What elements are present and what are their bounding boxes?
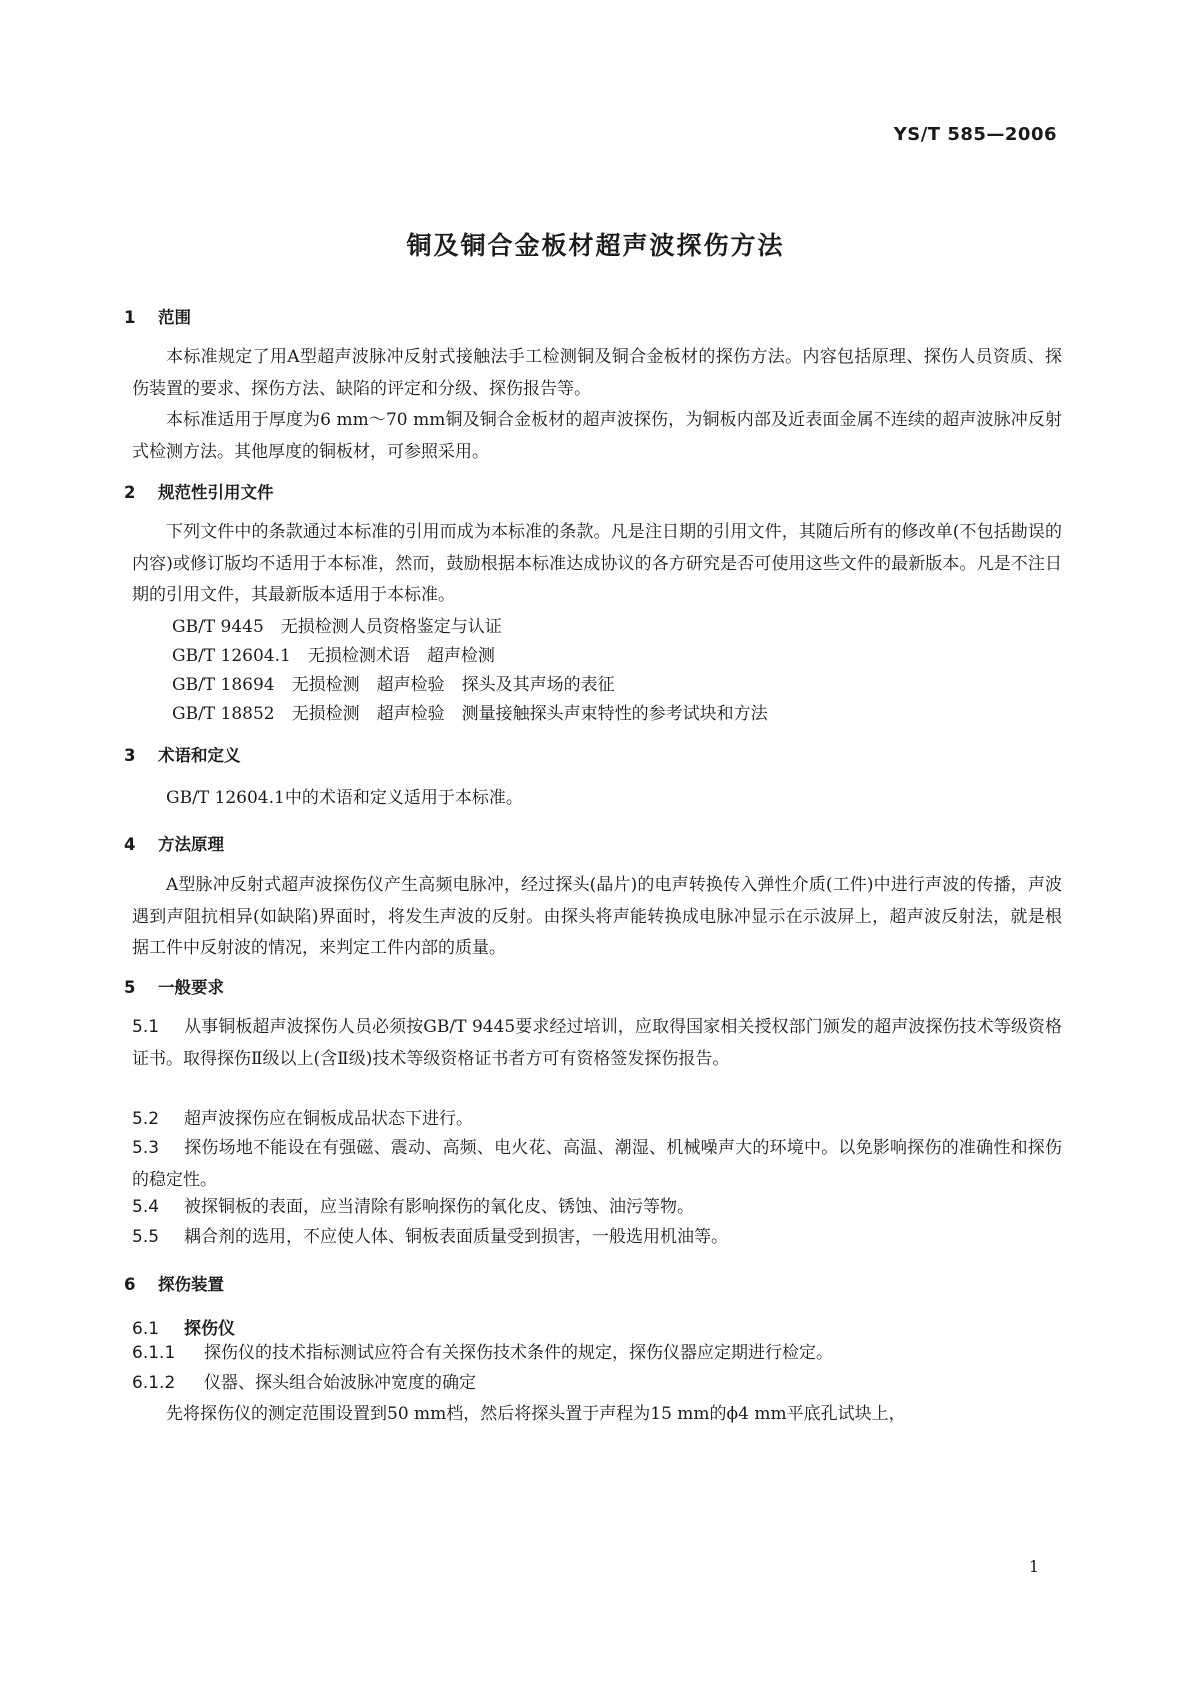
paragraph: 先将探伤仪的测定范围设置到50 mm档，然后将探头置于声程为15 mm的ϕ4 mm平底孔试块上，: [166, 1404, 906, 1424]
reference-item: [172, 641, 495, 666]
clause: [132, 1338, 1062, 1370]
section-title: 方法原理: [158, 835, 224, 854]
standard-code: YS/T 585—2006: [893, 124, 1057, 145]
clause-text: 仪器、探头组合始波脉冲宽度的确定: [204, 1373, 476, 1393]
clause-text: 耦合剂的选用，不应使人体、铜板表面质量受到损害，一般选用机油等。: [184, 1227, 728, 1247]
page-number: 1: [1028, 1557, 1039, 1576]
clause-text: 探伤场地不能设在有强磁、震动、高频、电火花、高温、潮湿、机械噪声大的环境中。以免影响探伤的准确性和探伤的稳定性。: [132, 1138, 1062, 1190]
section-heading-5: [124, 974, 224, 998]
reference-title: 无损检测 超声检验 探头及其声场的表征: [291, 675, 615, 695]
section-number: 4: [124, 835, 136, 854]
clause-number: 5.3: [132, 1138, 160, 1158]
clause-number: 6.1.2: [132, 1373, 176, 1393]
reference-item: [172, 670, 615, 695]
clause-text: 探伤仪的技术指标测试应符合有关探伤技术条件的规定，探伤仪器应定期进行检定。: [204, 1343, 833, 1363]
section-title: 探伤装置: [158, 1275, 224, 1294]
reference-code: GB/T 18852: [172, 704, 275, 724]
clause-text: 被探铜板的表面，应当清除有影响探伤的氧化皮、锈蚀、油污等物。: [184, 1197, 694, 1217]
section-number: 3: [124, 746, 136, 765]
section-heading-4: [124, 831, 224, 855]
section-heading-3: [124, 742, 241, 766]
clause-text: 从事铜板超声波探伤人员必须按GB/T 9445要求经过培训，应取得国家相关授权部门颁发的超声波探伤技术等级资格证书。取得探伤Ⅱ级以上(含Ⅱ级)技术等级资格证书者方可有资格签发探伤报告。: [132, 1017, 1062, 1069]
subsection-heading: [132, 1314, 235, 1339]
section-heading-1: [124, 304, 191, 328]
clause-number: 5.4: [132, 1197, 160, 1217]
clause: [132, 1104, 1062, 1136]
clause: [132, 1368, 1062, 1400]
section-number: 6: [124, 1275, 136, 1294]
paragraph: 本标准适用于厚度为6 mm～70 mm铜及铜合金板材的超声波探伤，为铜板内部及近表面金属不连续的超声波脉冲反射式检测方法。其他厚度的铜板材，可参照采用。: [132, 410, 1062, 462]
clause-number: 6.1: [132, 1319, 160, 1339]
paragraph: A型脉冲反射式超声波探伤仪产生高频电脉冲，经过探头(晶片)的电声转换传入弹性介质(工件)中进行声波的传播，声波遇到声阻抗相异(如缺陷)界面时，将发生声波的反射。由探头将声能转换成电脉冲显示在示波屏上，超声波反射法，就是根据工件中反射波的情况，来判定工件内部的质量。: [132, 875, 1062, 958]
clause: [132, 1133, 1062, 1196]
section-title: 术语和定义: [158, 746, 241, 765]
clause: [132, 1012, 1062, 1075]
paragraph: GB/T 12604.1中的术语和定义适用于本标准。: [166, 788, 523, 808]
section-number: 5: [124, 978, 136, 997]
paragraph: 本标准规定了用A型超声波脉冲反射式接触法手工检测铜及铜合金板材的探伤方法。内容包括原理、探伤人员资质、探伤装置的要求、探伤方法、缺陷的评定和分级、探伤报告等。: [132, 347, 1062, 399]
clause-number: 5.5: [132, 1227, 160, 1247]
section-number: 2: [124, 483, 136, 502]
section-heading-2: [124, 479, 274, 503]
reference-title: 无损检测人员资格鉴定与认证: [280, 617, 502, 637]
section-title: 范围: [158, 308, 191, 327]
reference-code: GB/T 18694: [172, 675, 275, 695]
subsection-title: 探伤仪: [184, 1319, 235, 1339]
section-number: 1: [124, 308, 136, 327]
reference-item: [172, 699, 768, 724]
reference-code: GB/T 12604.1: [172, 646, 291, 666]
clause: [132, 1222, 1062, 1254]
section-heading-6: [124, 1271, 224, 1295]
document-title: 铜及铜合金板材超声波探伤方法: [406, 231, 785, 260]
paragraph: 下列文件中的条款通过本标准的引用而成为本标准的条款。凡是注日期的引用文件，其随后所有的修改单(不包括勘误的内容)或修订版均不适用于本标准，然而，鼓励根据本标准达成协议的各方研究是否可使用这些文件的最新版本。凡是不注日期的引用文件，其最新版本适用于本标准。: [132, 522, 1062, 605]
clause-number: 6.1.1: [132, 1343, 176, 1363]
clause-text: 超声波探伤应在铜板成品状态下进行。: [184, 1109, 473, 1129]
reference-code: GB/T 9445: [172, 617, 264, 637]
reference-title: 无损检测术语 超声检测: [307, 646, 495, 666]
section-title: 一般要求: [158, 978, 224, 997]
clause: [132, 1192, 1062, 1224]
section-title: 规范性引用文件: [158, 483, 274, 502]
reference-item: [172, 612, 502, 637]
reference-title: 无损检测 超声检验 测量接触探头声束特性的参考试块和方法: [291, 704, 768, 724]
clause-number: 5.2: [132, 1109, 160, 1129]
clause-number: 5.1: [132, 1017, 160, 1037]
